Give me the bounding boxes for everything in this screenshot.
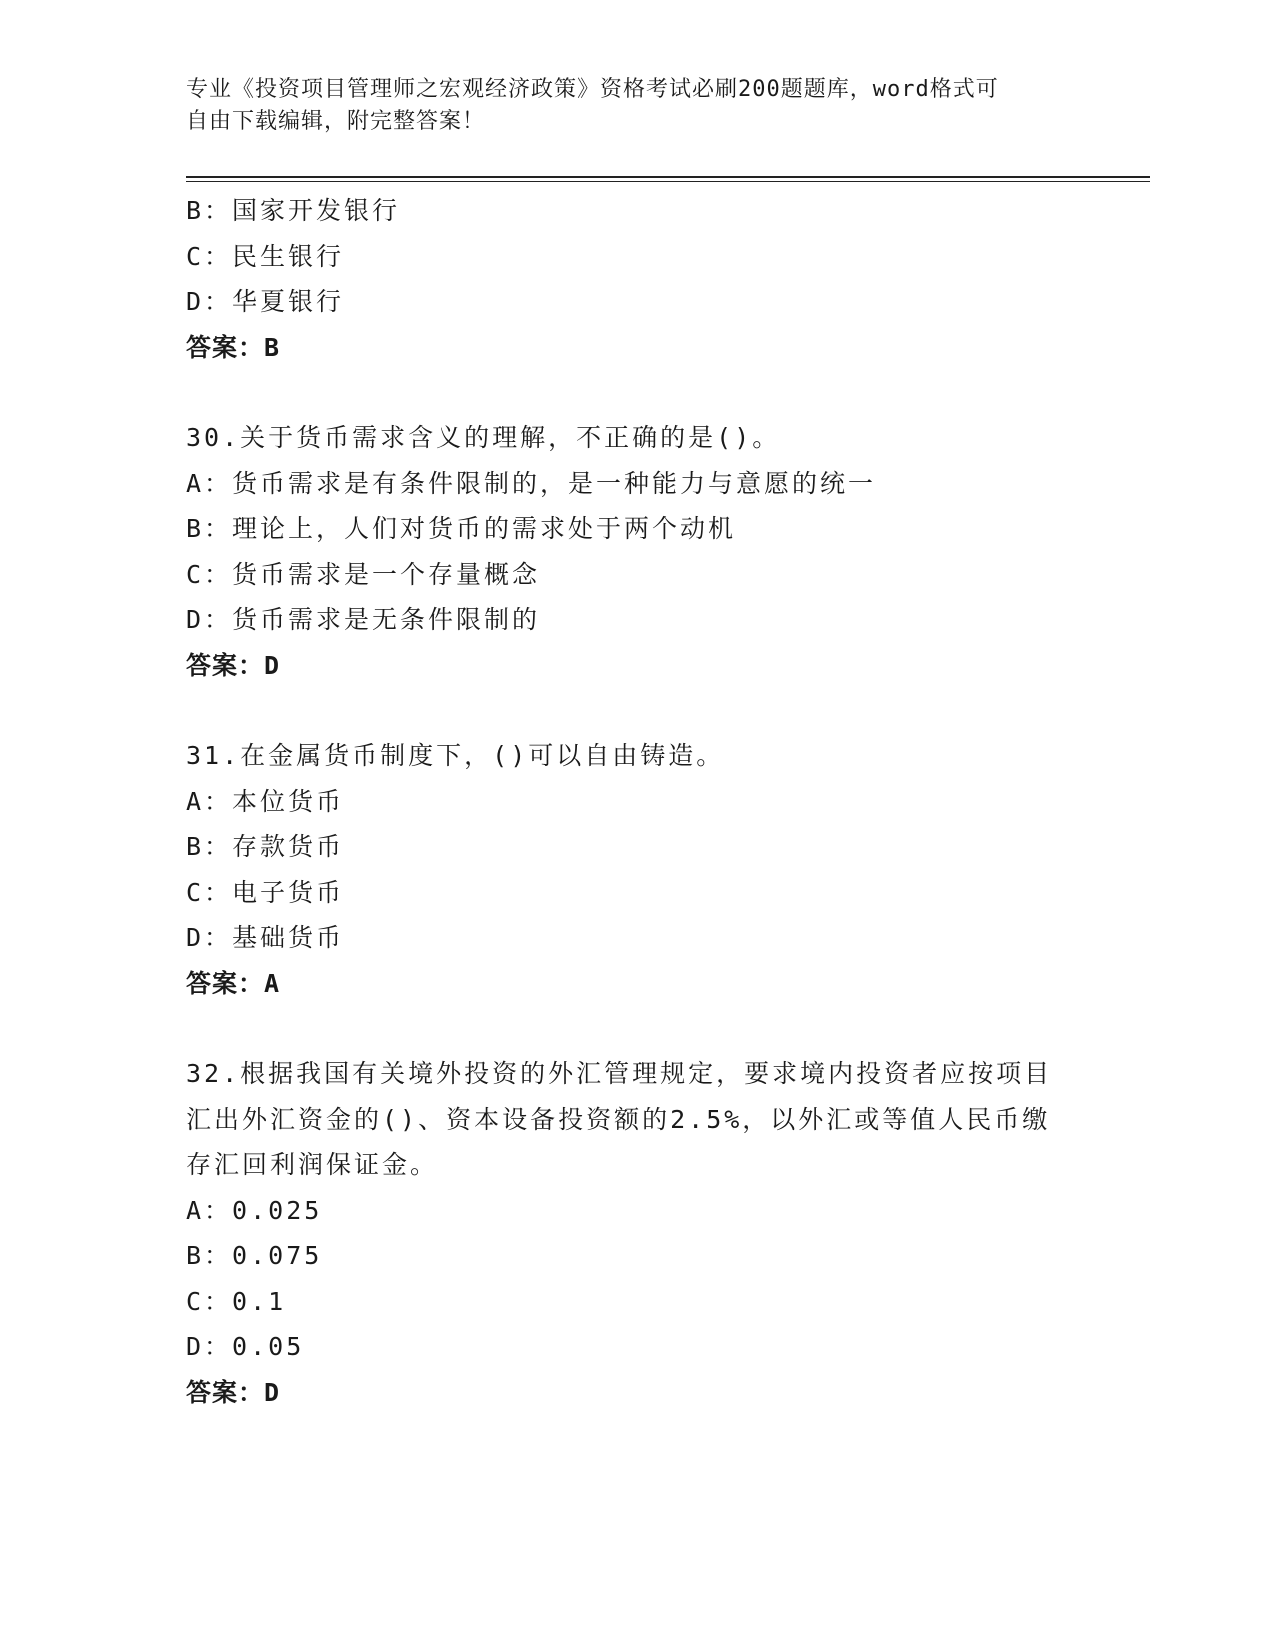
header-divider-thin xyxy=(186,181,1150,182)
question-stem: 30.关于货币需求含义的理解，不正确的是()。 xyxy=(186,423,781,452)
option-d: D：0.05 xyxy=(186,1332,305,1361)
option-b: B：理论上，人们对货币的需求处于两个动机 xyxy=(186,514,737,543)
option-d: D：货币需求是无条件限制的 xyxy=(186,605,541,634)
option-c: C：电子货币 xyxy=(186,877,345,907)
answer-line: 答案：B xyxy=(186,332,281,362)
option-b: B：国家开发银行 xyxy=(186,196,401,225)
question-stem-line-1: 32.根据我国有关境外投资的外汇管理规定，要求境内投资者应按项目 xyxy=(186,1059,1053,1088)
option-c: C：货币需求是一个存量概念 xyxy=(186,559,541,589)
header-line-1: 专业《投资项目管理师之宏观经济政策》资格考试必刷200题题库，word格式可 xyxy=(186,77,999,102)
question-30 xyxy=(186,415,1086,688)
answer-line: 答案：D xyxy=(186,1377,281,1407)
option-c: C：0.1 xyxy=(186,1286,287,1316)
header-divider-thick xyxy=(186,176,1150,178)
option-d: D：基础货币 xyxy=(186,923,345,952)
question-stem: 31.在金属货币制度下，()可以自由铸造。 xyxy=(186,741,725,770)
option-b: B：0.075 xyxy=(186,1241,323,1270)
document-body xyxy=(186,188,1086,1415)
answer-line: 答案：D xyxy=(186,650,281,680)
question-stem-line-3: 存汇回利润保证金。 xyxy=(186,1150,439,1179)
document-header xyxy=(186,74,1066,138)
option-a: A：本位货币 xyxy=(186,786,345,816)
option-c: C：民生银行 xyxy=(186,241,345,271)
question-32 xyxy=(186,1051,1086,1415)
option-d: D：华夏银行 xyxy=(186,287,345,316)
question-29-continued xyxy=(186,188,1086,370)
header-line-2: 自由下载编辑，附完整答案！ xyxy=(186,109,486,134)
option-b: B：存款货币 xyxy=(186,832,345,861)
question-31 xyxy=(186,733,1086,1006)
question-stem-line-2: 汇出外汇资金的()、资本设备投资额的2.5%，以外汇或等值人民币缴 xyxy=(186,1104,1051,1134)
option-a: A：0.025 xyxy=(186,1195,323,1225)
option-a: A：货币需求是有条件限制的，是一种能力与意愿的统一 xyxy=(186,468,877,498)
answer-line: 答案：A xyxy=(186,968,281,998)
